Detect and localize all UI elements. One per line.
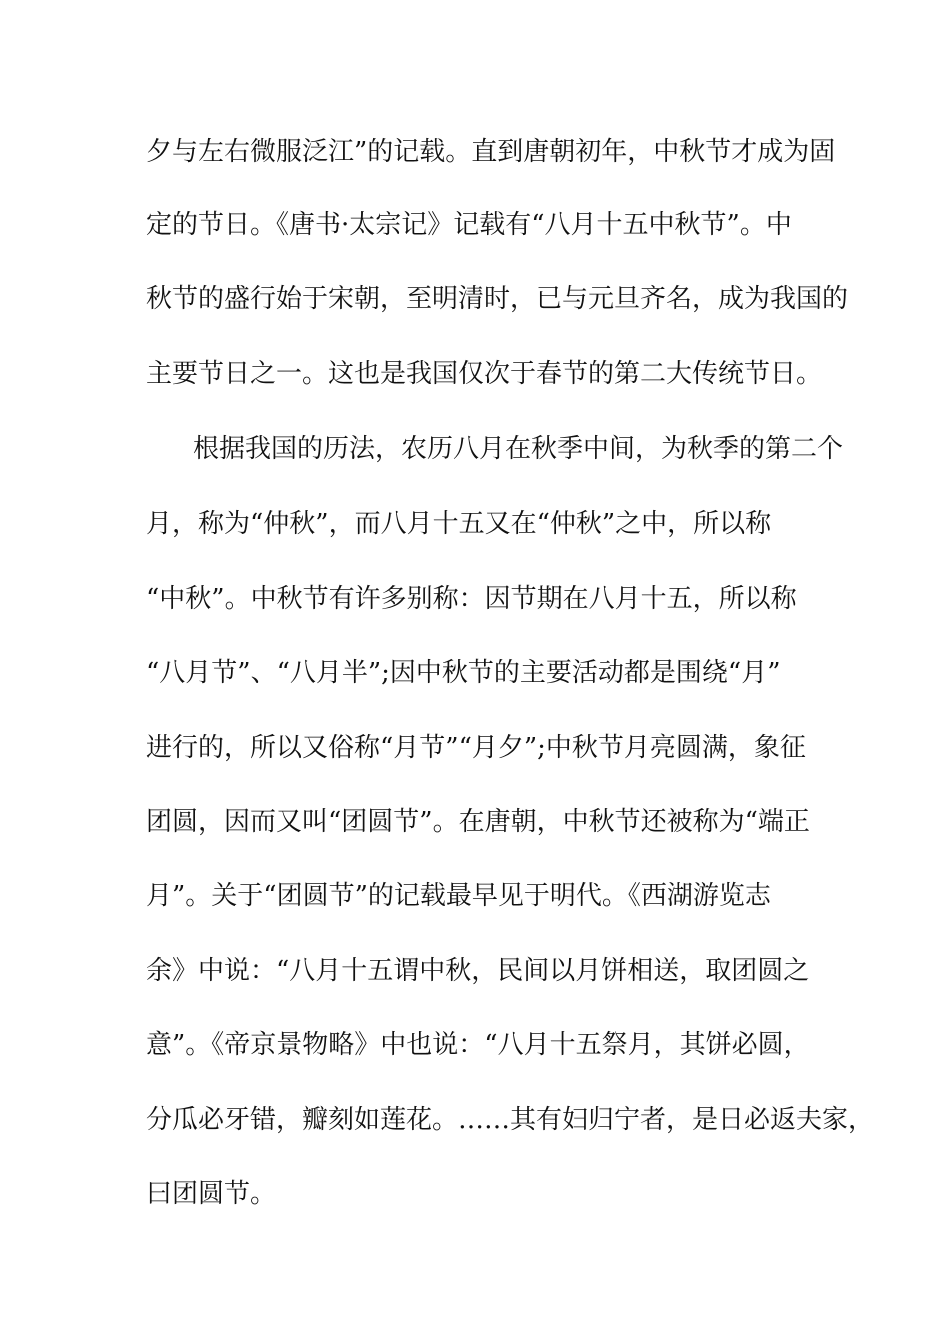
text-line-9: 进行的，所以又俗称“月节”“月夕”;中秋节月亮圆满，象征 xyxy=(146,733,806,763)
text-line-3: 秋节的盛行始于宋朝，至明清时，已与元旦齐名，成为我国的 xyxy=(146,284,849,314)
paragraph-start-line: 根据我国的历法，农历八月在秋季中间，为秋季的第二个 xyxy=(193,434,844,464)
text-line-1: 夕与左右微服泛江”的记载。直到唐朝初年，中秋节才成为固 xyxy=(146,137,836,167)
text-line-6: 月，称为“仲秋”，而八月十五又在“仲秋”之中，所以称 xyxy=(146,509,772,539)
text-line-12: 余》中说：“八月十五谓中秋，民间以月饼相送，取团圆之 xyxy=(146,956,810,986)
text-line-8: “八月节”、“八月半”;因中秋节的主要活动都是围绕“月” xyxy=(146,658,781,688)
text-line-15: 曰团圆节。 xyxy=(146,1179,277,1209)
text-line-13: 意”。《帝京景物略》中也说：“八月十五祭月，其饼必圆， xyxy=(146,1030,810,1060)
text-line-4: 主要节日之一。这也是我国仅次于春节的第二大传统节日。 xyxy=(146,359,823,389)
text-line-11: 月”。关于“团圆节”的记载最早见于明代。《西湖游览志 xyxy=(146,881,771,911)
text-line-10: 团圆，因而又叫“团圆节”。在唐朝，中秋节还被称为“端正 xyxy=(146,807,810,837)
text-line-2: 定的节日。《唐书·太宗记》记载有“八月十五中秋节”。中 xyxy=(146,210,792,240)
text-line-7: “中秋”。中秋节有许多别称：因节期在八月十五，所以称 xyxy=(146,584,797,614)
text-line-14: 分瓜必牙错，瓣刻如莲花。……其有妇归宁者，是日必返夫家， xyxy=(146,1105,875,1135)
